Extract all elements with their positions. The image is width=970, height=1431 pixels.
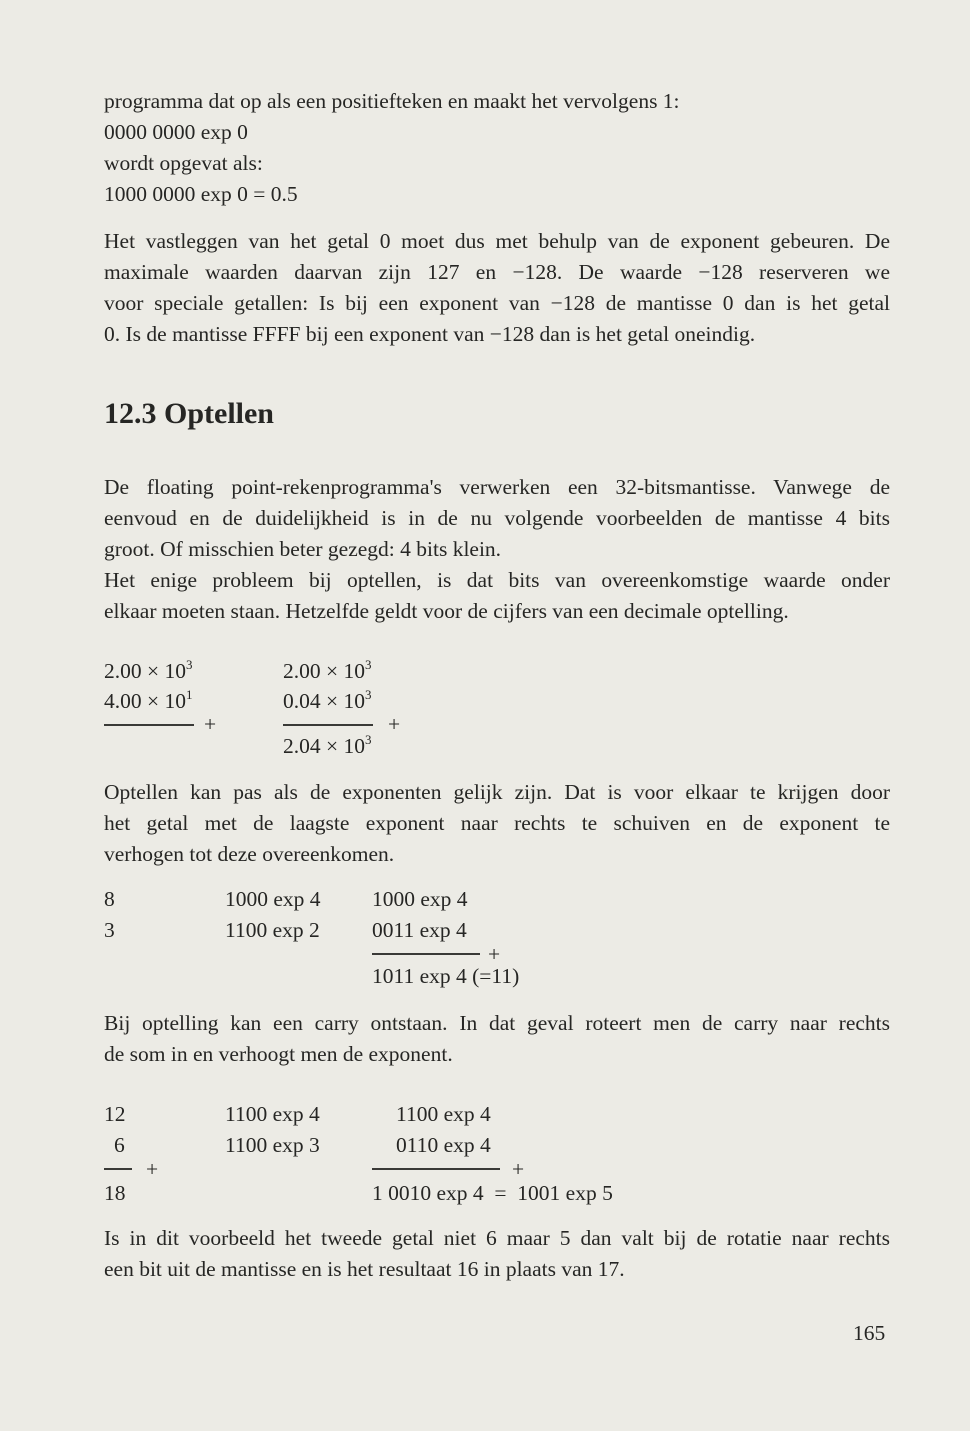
- sum-value: 1011 exp 4 (=11): [372, 964, 520, 988]
- sum-rule: [372, 1168, 500, 1170]
- decimal-value: 6: [114, 1133, 125, 1157]
- sum-rule: [372, 953, 480, 955]
- paragraph-line: maximale waarden daarvan zijn 127 en −128. De waarde −128 reserveren we: [104, 260, 890, 284]
- paragraph-line: Het enige probleem bij optellen, is dat bits van overeenkomstige waarde onder: [104, 568, 890, 592]
- paragraph-line: Optellen kan pas als de exponenten gelijk zijn. Dat is voor elkaar te krijgen door: [104, 780, 890, 804]
- sum-rule: [283, 724, 373, 726]
- code-line: 1000 0000 exp 0 = 0.5: [104, 182, 298, 206]
- paragraph-line: elkaar moeten staan. Hetzelfde geldt voor de cijfers van een decimale optelling.: [104, 599, 789, 623]
- page-number: 165: [853, 1321, 886, 1345]
- decimal-term: $4.00 \times 10^1$: [104, 687, 193, 713]
- paragraph-line: verhogen tot deze overeenkomen.: [104, 842, 395, 866]
- paragraph-line: eenvoud en de duidelijkheid is in de nu volgende voorbeelden de mantisse 4 bits: [104, 506, 890, 530]
- binary-value: 1100 exp 3: [225, 1133, 320, 1157]
- binary-value: 1100 exp 4: [225, 1102, 320, 1126]
- binary-value: 1000 exp 4: [225, 887, 321, 911]
- decimal-sum: $2.04 \times 10^3$: [283, 732, 372, 758]
- plus-sign: +: [512, 1157, 525, 1181]
- decimal-value: 8: [104, 887, 115, 911]
- text-line: wordt opgevat als:: [104, 151, 263, 175]
- paragraph-line: Bij optelling kan een carry ontstaan. In dat geval roteert men de carry naar rechts: [104, 1011, 890, 1035]
- paragraph-line: voor speciale getallen: Is bij een exponent van −128 de mantisse 0 dan is het getal: [104, 291, 890, 315]
- section-heading: 12.3 Optellen: [104, 397, 274, 430]
- decimal-term: $2.00 \times 10^3$: [283, 657, 372, 683]
- paragraph-line: Is in dit voorbeeld het tweede getal niet 6 maar 5 dan valt bij de rotatie naar rechts: [104, 1226, 890, 1250]
- sum-value: 1 0010 exp 4 = 1001 exp 5: [372, 1181, 613, 1205]
- aligned-value: 1000 exp 4: [372, 887, 468, 911]
- sum-rule: [104, 724, 194, 726]
- paragraph-line: groot. Of misschien beter gezegd: 4 bits klein.: [104, 537, 502, 561]
- paragraph-line: De floating point-rekenprogramma's verwerken een 32-bitsmantisse. Vanwege de: [104, 475, 890, 499]
- binary-value: 1100 exp 2: [225, 918, 320, 942]
- plus-sign: +: [146, 1157, 159, 1181]
- paragraph-line: het getal met de laagste exponent naar rechts te schuiven en de exponent te: [104, 811, 890, 835]
- plus-sign: +: [204, 712, 217, 736]
- plus-sign: +: [488, 942, 501, 966]
- paragraph-line: 0. Is de mantisse FFFF bij een exponent van −128 dan is het getal oneindig.: [104, 322, 756, 346]
- decimal-value: 12: [104, 1102, 126, 1126]
- code-line: 0000 0000 exp 0: [104, 120, 248, 144]
- paragraph-line: de som in en verhoogt men de exponent.: [104, 1042, 453, 1066]
- decimal-value: 3: [104, 918, 115, 942]
- decimal-sum: 18: [104, 1181, 126, 1205]
- paragraph-line: Het vastleggen van het getal 0 moet dus met behulp van de exponent gebeuren. De: [104, 229, 890, 253]
- decimal-term: $0.04 \times 10^3$: [283, 687, 372, 713]
- aligned-value: 0110 exp 4: [396, 1133, 491, 1157]
- sum-rule: [104, 1168, 132, 1170]
- paragraph-line: een bit uit de mantisse en is het resultaat 16 in plaats van 17.: [104, 1257, 625, 1281]
- decimal-term: $2.00 \times 10^3$: [104, 657, 193, 683]
- text-line: programma dat op als een positiefteken en maakt het vervolgens 1:: [104, 89, 680, 113]
- aligned-value: 1100 exp 4: [396, 1102, 491, 1126]
- aligned-value: 0011 exp 4: [372, 918, 467, 942]
- plus-sign: +: [388, 712, 401, 736]
